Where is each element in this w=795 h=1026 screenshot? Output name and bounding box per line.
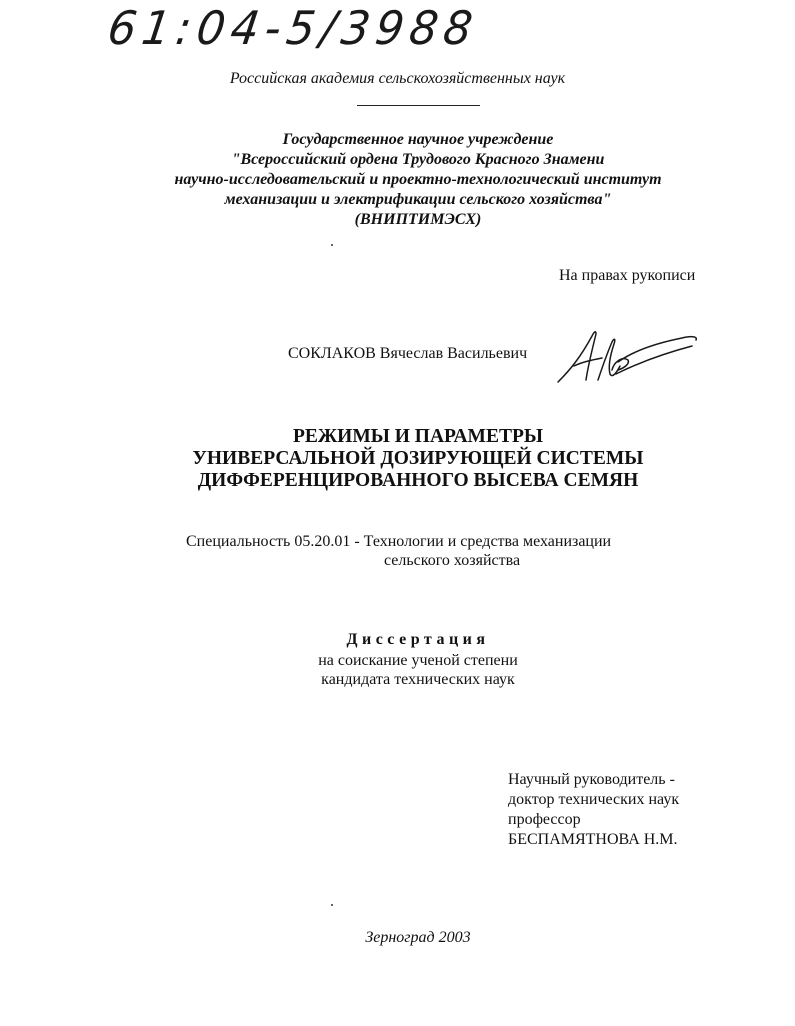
manuscript-rights: На правах рукописи: [559, 267, 696, 284]
institution-line-3: научно-исследовательский и проектно-технологический институт: [174, 171, 662, 188]
supervisor-role: Научный руководитель -: [508, 771, 675, 788]
title-line-3: ДИФФЕРЕНЦИРОВАННОГО ВЫСЕВА СЕМЯН: [197, 470, 639, 491]
scan-speck: [331, 244, 333, 246]
specialty-line-1: Специальность 05.20.01 - Технологии и средства механизации: [186, 533, 612, 550]
supervisor-block: [508, 770, 679, 850]
dissertation-label: Диссертация: [346, 631, 490, 648]
specialty-line-2: сельского хозяйства: [384, 552, 521, 569]
dissertation-title: [0, 426, 795, 492]
scan-speck: [331, 904, 333, 906]
header-divider: [357, 105, 480, 106]
supervisor-rank: профессор: [508, 811, 581, 828]
institution-abbreviation: (ВНИПТИМЭСХ): [354, 211, 482, 228]
signature-image: [552, 322, 702, 388]
supervisor-degree: доктор технических наук: [508, 791, 680, 808]
academy-name: Российская академия сельскохозяйственных наук: [229, 70, 566, 87]
institution-line-1: Государственное научное учреждение: [282, 131, 554, 148]
archive-number-handwritten: 61:04-5/3988: [104, 2, 482, 56]
supervisor-name: БЕСПАМЯТНОВА Н.М.: [508, 831, 678, 848]
dissertation-line-1: на соискание ученой степени: [318, 652, 518, 669]
title-line-1: РЕЖИМЫ И ПАРАМЕТРЫ: [292, 426, 544, 447]
institution-line-2: "Всероссийский ордена Трудового Красного Знамени: [231, 151, 605, 168]
author-name: СОКЛАКОВ Вячеслав Васильевич: [288, 345, 528, 362]
dissertation-line-2: кандидата технических наук: [321, 671, 515, 688]
institution-line-4: механизации и электрификации сельского хозяйства": [224, 191, 612, 208]
title-line-2: УНИВЕРСАЛЬНОЙ ДОЗИРУЮЩЕЙ СИСТЕМЫ: [192, 448, 644, 469]
institution-block: [0, 130, 795, 230]
city-year: Зерноград 2003: [365, 929, 471, 946]
